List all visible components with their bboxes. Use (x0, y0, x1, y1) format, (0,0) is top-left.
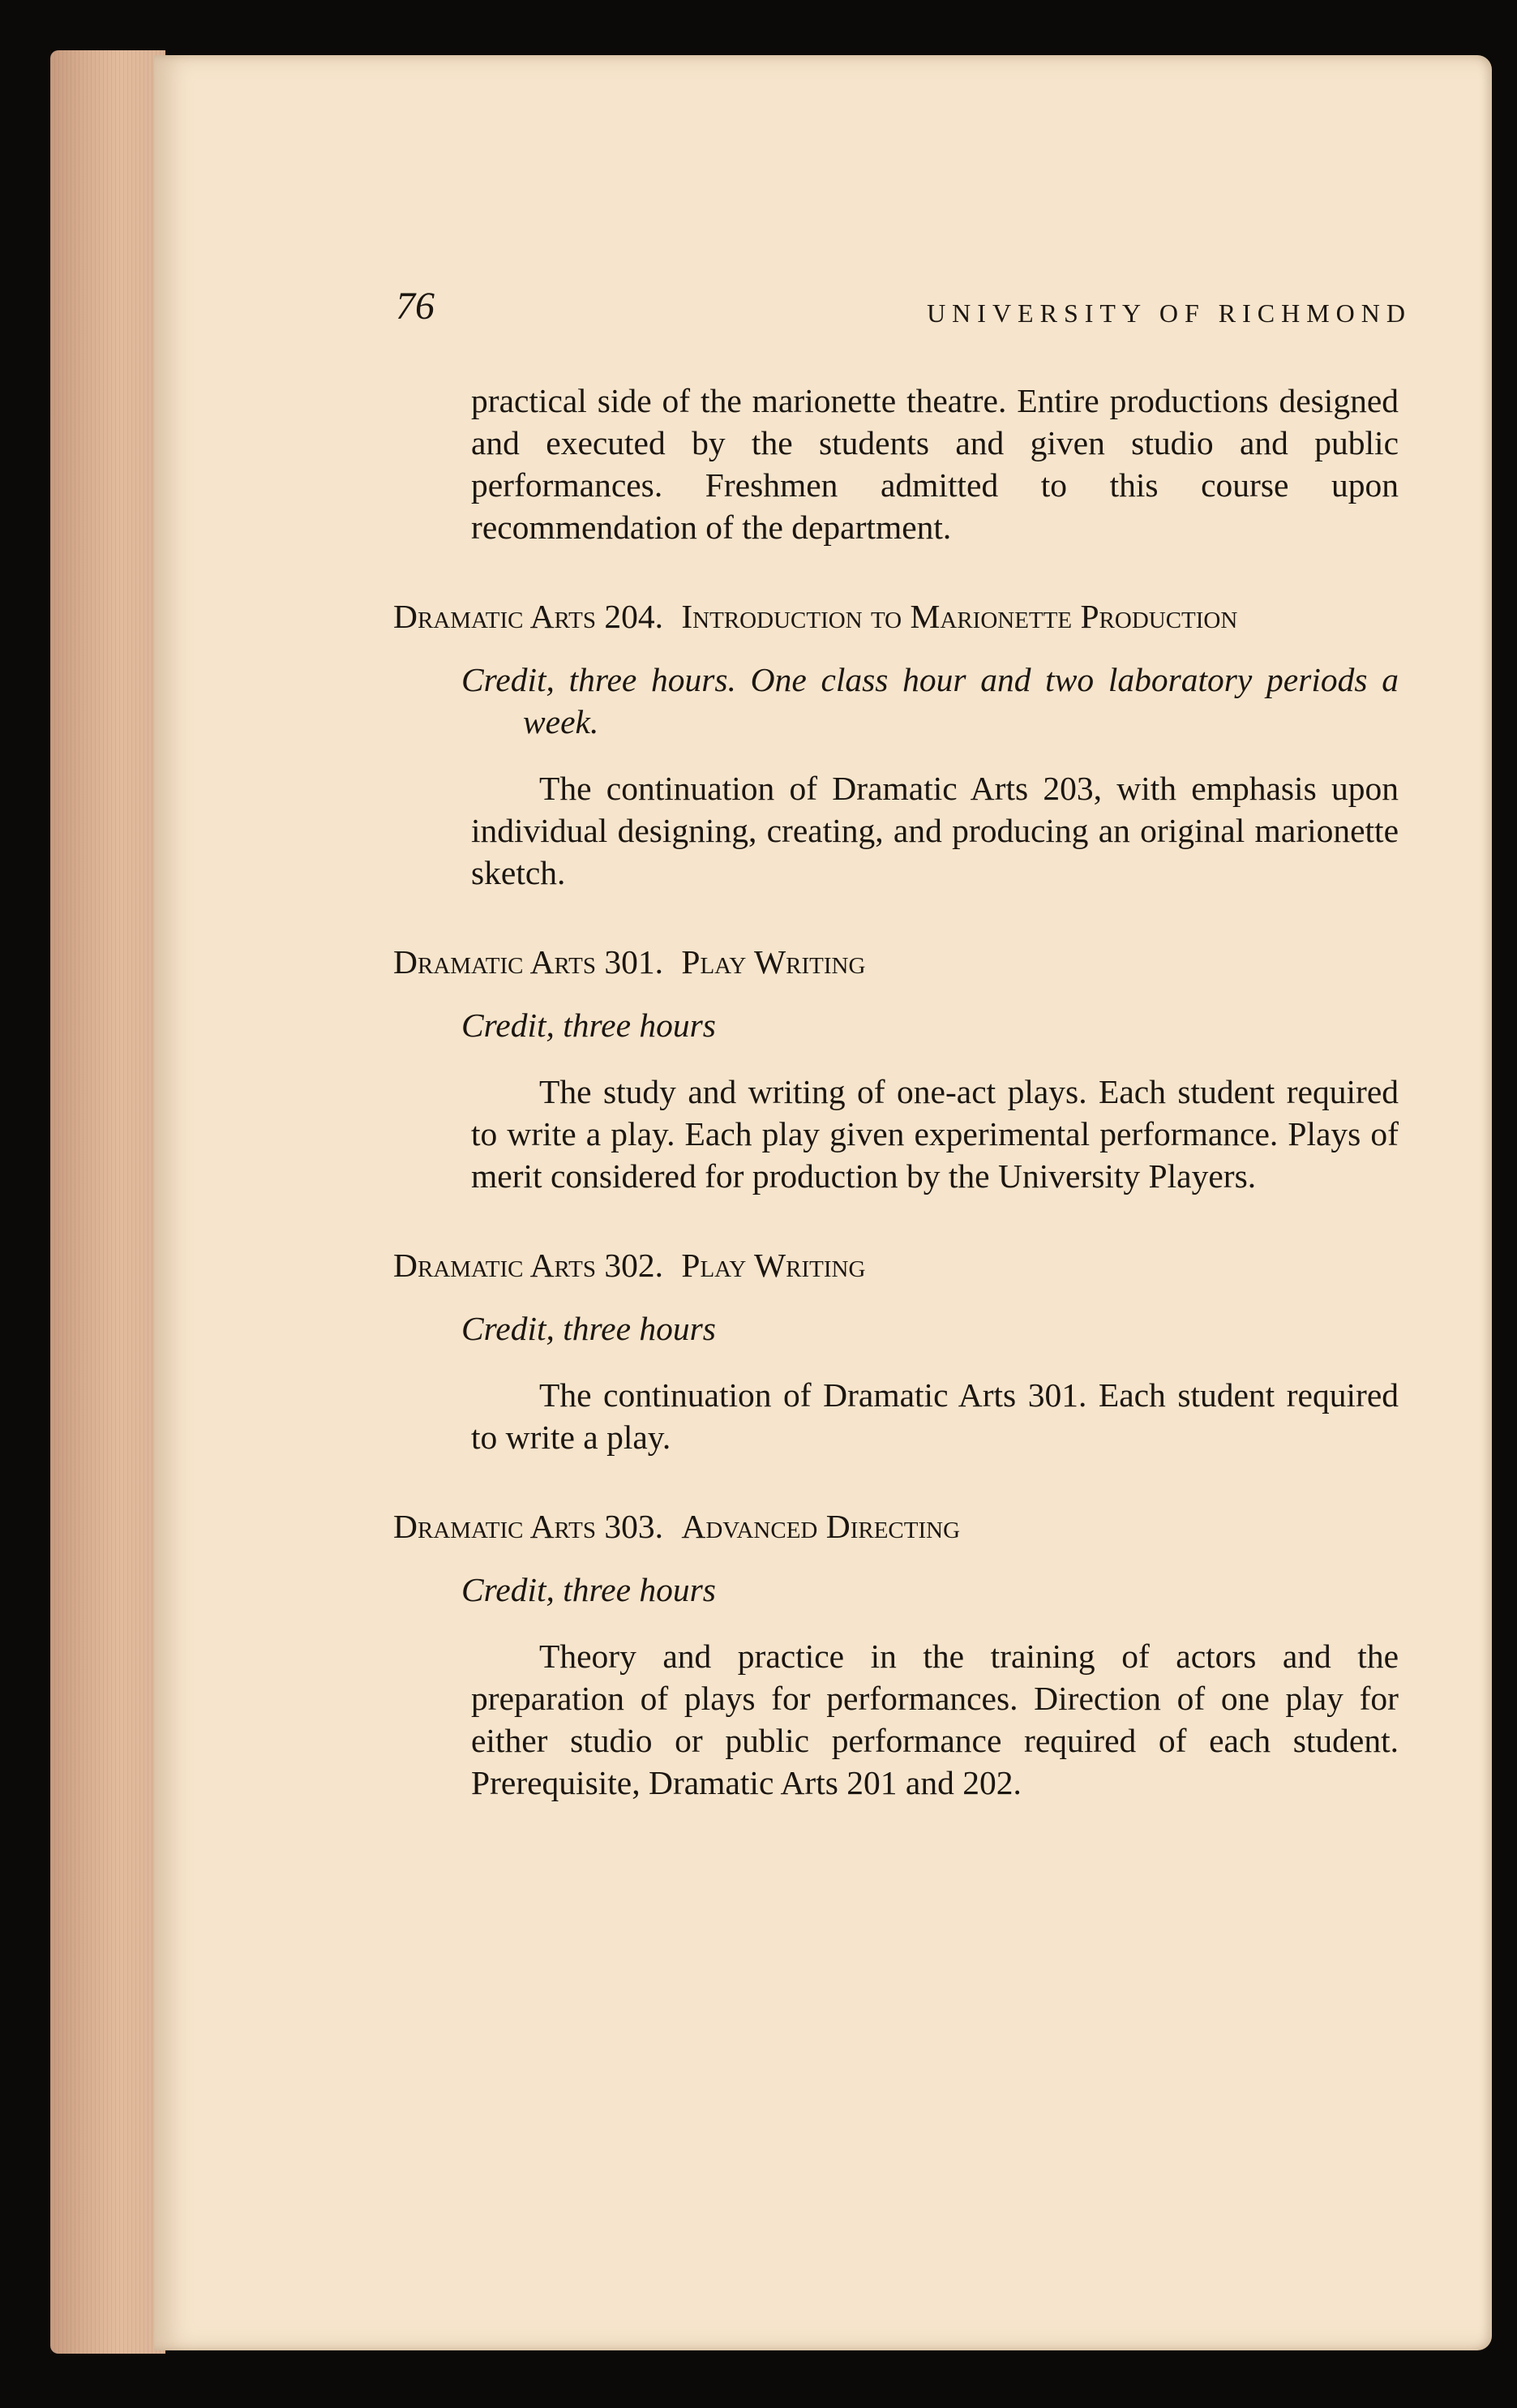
course-entry-303 (393, 1505, 1399, 1804)
course-description: Theory and practice in the training of actors and the preparation of plays for performances. Direction of one play for either studio or public performance required of each student. Prerequisite, Dramatic Arts 201 and 202. (471, 1638, 1399, 1801)
running-head: UNIVERSITY OF RICHMOND (927, 298, 1412, 328)
course-entry-204 (393, 595, 1399, 894)
course-code: Dramatic Arts 302. (393, 1247, 663, 1284)
course-credit: Credit, three hours (461, 1007, 716, 1044)
page-edge (50, 50, 165, 2354)
course-code: Dramatic Arts 301. (393, 943, 663, 981)
course-heading (393, 1244, 1399, 1286)
course-description: The continuation of Dramatic Arts 301. Each student required to write a play. (471, 1376, 1399, 1456)
course-credit: Credit, three hours (461, 1310, 716, 1347)
page-body (393, 380, 1399, 1804)
course-code: Dramatic Arts 303. (393, 1508, 663, 1545)
course-entry-302 (393, 1244, 1399, 1458)
course-description: The continuation of Dramatic Arts 203, with emphasis upon individual designing, creating, and producing an original marionette sketch. (471, 770, 1399, 891)
course-title: Advanced Directing (681, 1508, 961, 1545)
intro-paragraph: practical side of the marionette theatre. Entire productions designed and executed by the students and given studio and public performances. Freshmen admitted to this course upon recommendation of the department. (471, 382, 1399, 546)
course-code: Dramatic Arts 204. (393, 598, 663, 635)
course-heading (393, 941, 1399, 983)
course-title: Play Writing (681, 943, 866, 981)
page-number: 76 (396, 285, 435, 328)
course-description: The study and writing of one-act plays. Each student required to write a play. Each play given experimental performance. Plays of merit considered for production by the University Players. (471, 1073, 1399, 1195)
course-heading (393, 1505, 1399, 1547)
course-heading (393, 595, 1399, 637)
course-title: Introduction to Marionette Production (681, 598, 1238, 635)
course-entry-301 (393, 941, 1399, 1197)
course-credit: Credit, three hours. One class hour and two laboratory periods a week. (461, 661, 1399, 740)
course-title: Play Writing (681, 1247, 866, 1284)
course-credit: Credit, three hours (461, 1571, 716, 1608)
